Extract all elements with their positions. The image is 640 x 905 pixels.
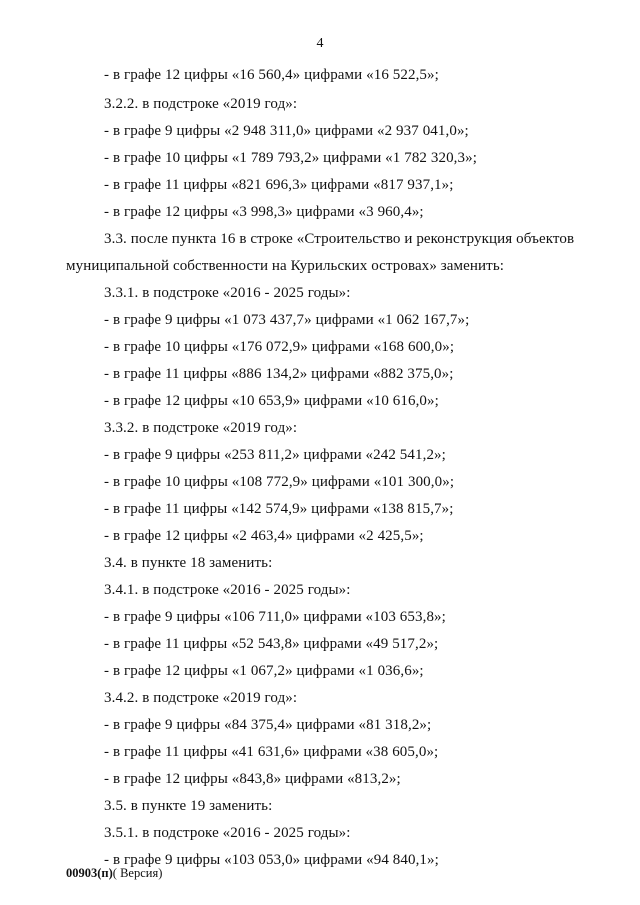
text-line: 3.4. в пункте 18 заменить: xyxy=(104,555,273,571)
page-number: 4 xyxy=(316,36,324,51)
text-line: - в графе 12 цифры «10 653,9» цифрами «10 616,0»; xyxy=(104,393,439,409)
text-line: 3.3.2. в подстроке «2019 год»: xyxy=(104,420,298,436)
text-line: - в графе 10 цифры «1 789 793,2» цифрами «1 782 320,3»; xyxy=(104,150,477,166)
text-line: 3.4.2. в подстроке «2019 год»: xyxy=(104,690,298,706)
text-line: - в графе 9 цифры «2 948 311,0» цифрами «2 937 041,0»; xyxy=(104,123,469,139)
document-code: 00903(п) xyxy=(66,866,113,880)
text-line: - в графе 9 цифры «1 073 437,7» цифрами «1 062 167,7»; xyxy=(104,312,470,328)
text-line: - в графе 11 цифры «821 696,3» цифрами «817 937,1»; xyxy=(104,177,454,193)
text-line: 3.5. в пункте 19 заменить: xyxy=(104,798,273,814)
text-line: 3.3.1. в подстроке «2016 - 2025 годы»: xyxy=(104,285,351,301)
text-line: - в графе 12 цифры «3 998,3» цифрами «3 960,4»; xyxy=(104,204,424,220)
text-line: - в графе 10 цифры «108 772,9» цифрами «101 300,0»; xyxy=(104,474,455,490)
text-line: 3.5.1. в подстроке «2016 - 2025 годы»: xyxy=(104,825,351,841)
document-footer xyxy=(66,866,162,881)
text-line: - в графе 12 цифры «843,8» цифрами «813,2»; xyxy=(104,771,401,787)
text-line: - в графе 11 цифры «41 631,6» цифрами «38 605,0»; xyxy=(104,744,439,760)
text-line: - в графе 9 цифры «103 053,0» цифрами «94 840,1»; xyxy=(104,852,439,868)
text-line: 3.2.2. в подстроке «2019 год»: xyxy=(104,96,298,112)
text-line: - в графе 12 цифры «1 067,2» цифрами «1 036,6»; xyxy=(104,663,424,679)
text-line: - в графе 9 цифры «84 375,4» цифрами «81 318,2»; xyxy=(104,717,432,733)
text-line: - в графе 11 цифры «142 574,9» цифрами «138 815,7»; xyxy=(104,501,454,517)
text-line: 3.3. после пункта 16 в строке «Строительство и реконструкция объектов xyxy=(104,231,575,247)
text-line: - в графе 12 цифры «16 560,4» цифрами «16 522,5»; xyxy=(104,67,439,83)
document-version: ( Версия) xyxy=(112,866,163,880)
text-line: - в графе 12 цифры «2 463,4» цифрами «2 425,5»; xyxy=(104,528,424,544)
text-line: - в графе 10 цифры «176 072,9» цифрами «168 600,0»; xyxy=(104,339,455,355)
text-line: - в графе 11 цифры «52 543,8» цифрами «49 517,2»; xyxy=(104,636,439,652)
text-line: 3.4.1. в подстроке «2016 - 2025 годы»: xyxy=(104,582,351,598)
text-line: - в графе 9 цифры «106 711,0» цифрами «103 653,8»; xyxy=(104,609,446,625)
text-line: - в графе 11 цифры «886 134,2» цифрами «882 375,0»; xyxy=(104,366,454,382)
text-line: - в графе 9 цифры «253 811,2» цифрами «242 541,2»; xyxy=(104,447,446,463)
text-line: муниципальной собственности на Курильских островах» заменить: xyxy=(66,258,505,274)
